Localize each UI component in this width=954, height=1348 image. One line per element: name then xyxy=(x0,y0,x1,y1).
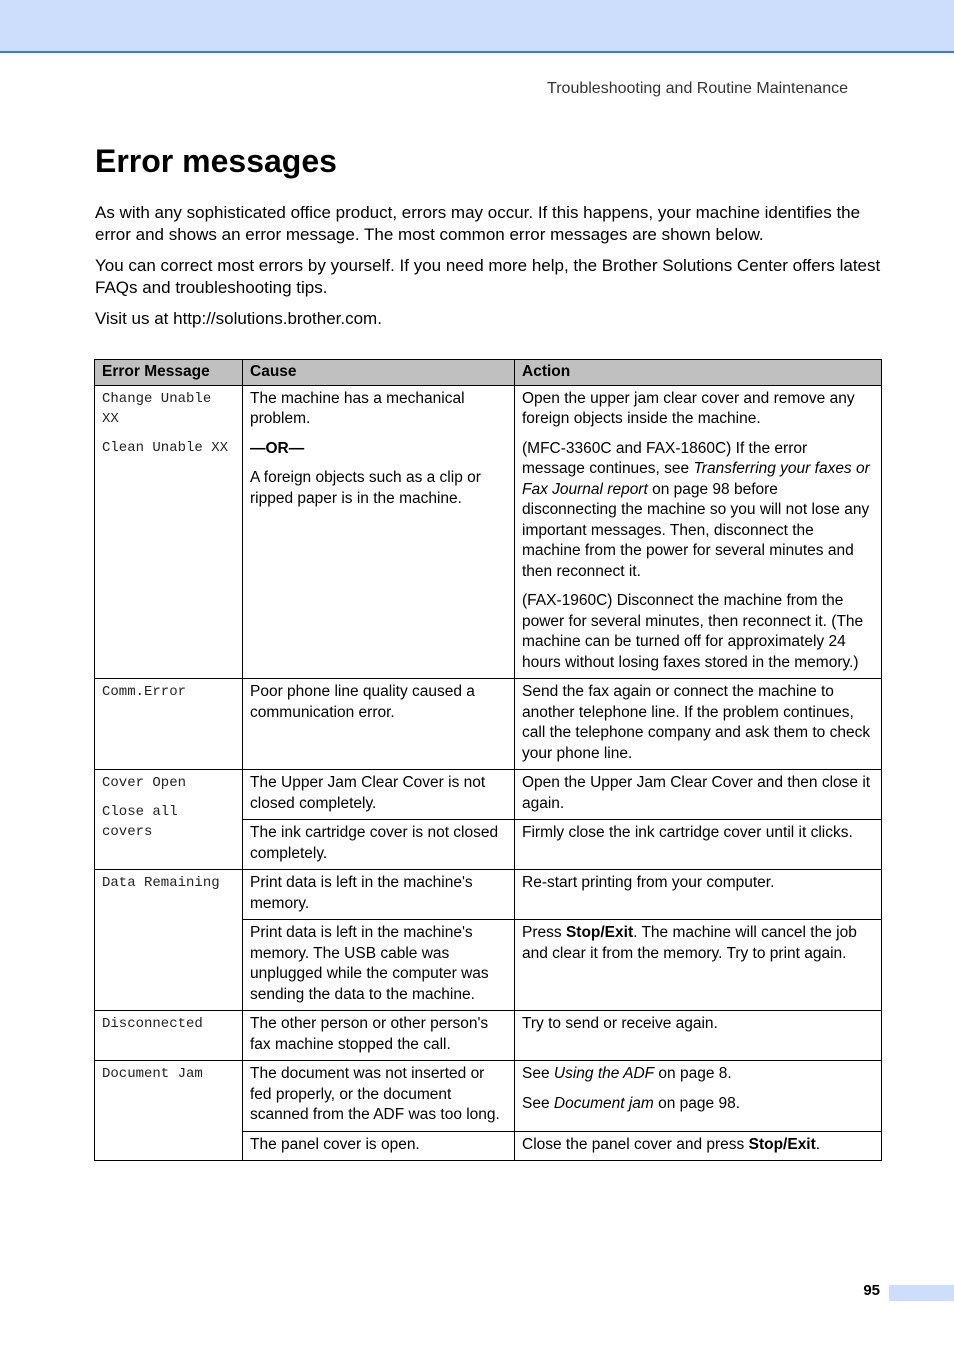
table-row xyxy=(95,770,882,820)
action-cell: Try to send or receive again. xyxy=(515,1011,882,1061)
action-text: (FAX-1960C) Disconnect the machine from the power for several minutes, then reconnect it. (The machine can be turned off for approximately 24 hours without losing faxes stored in the memory.) xyxy=(522,592,864,671)
error-message: Disconnected xyxy=(102,1016,203,1032)
action-cell xyxy=(515,1131,882,1161)
action-text-part: Press xyxy=(522,924,566,941)
action-text: Open the upper jam clear cover and remove any foreign objects inside the machine. xyxy=(522,389,855,427)
error-message: Comm.Error xyxy=(102,684,187,700)
table-row xyxy=(95,1011,882,1061)
cause-cell: The panel cover is open. xyxy=(243,1131,515,1161)
cause-cell: Print data is left in the machine's memory. The USB cable was unplugged while the computer was sending the data to the machine. xyxy=(243,920,515,1011)
table-row xyxy=(95,870,882,920)
error-messages-table xyxy=(94,359,882,1161)
action-text xyxy=(522,439,874,583)
footer-color-band xyxy=(889,1285,954,1301)
intro-paragraph-2: You can correct most errors by yourself. If you need more help, the Brother Solutions Center offers latest FAQs and troubleshooting tips. xyxy=(95,256,881,297)
error-message: Cover Open xyxy=(102,775,187,791)
action-cell: Send the fax again or connect the machine to another telephone line. If the problem continues, call the telephone company and ask them to check your phone line. xyxy=(515,679,882,770)
action-text-part: See xyxy=(522,1094,554,1112)
or-separator: —OR— xyxy=(250,439,305,457)
running-header: Troubleshooting and Routine Maintenance xyxy=(547,80,848,97)
error-message: Clean Unable XX xyxy=(102,439,229,456)
table-row xyxy=(95,1061,882,1132)
error-message-cell xyxy=(95,679,243,770)
error-message: Change Unable XX xyxy=(102,390,212,427)
stop-exit-key-label: Stop/Exit xyxy=(565,924,634,941)
action-text-part: (MFC-3360C and FAX-1860C) If the error message continues, see xyxy=(522,439,808,477)
error-message: Data Remaining xyxy=(102,875,220,891)
cause-text: The machine has a mechanical problem. xyxy=(250,389,465,427)
cross-reference: Document jam xyxy=(553,1094,654,1112)
intro-paragraph-3: Visit us at http://solutions.brother.com. xyxy=(95,309,382,328)
column-header-action: Action xyxy=(515,360,882,386)
action-text-part: . The machine will cancel the job and clear it from the memory. Try to print again. xyxy=(522,924,857,962)
action-text-part: on page 8. xyxy=(654,1065,732,1082)
intro-text xyxy=(95,202,885,339)
action-text xyxy=(522,1094,874,1115)
action-text-part: Close the panel cover and press xyxy=(522,1135,749,1153)
action-cell xyxy=(515,1061,882,1132)
page-title: Error messages xyxy=(95,143,337,179)
error-message: Document Jam xyxy=(102,1066,203,1082)
cause-cell: The Upper Jam Clear Cover is not closed completely. xyxy=(243,770,515,820)
cause-cell: The document was not inserted or fed properly, or the document scanned from the ADF was too long. xyxy=(243,1061,515,1132)
action-text-part: . xyxy=(815,1135,821,1153)
error-message-cell xyxy=(95,870,243,1011)
cause-text: A foreign objects such as a clip or ripped paper is in the machine. xyxy=(250,469,481,507)
cross-reference: Transferring your faxes or Fax Journal report xyxy=(522,460,870,498)
action-cell: Firmly close the ink cartridge cover until it clicks. xyxy=(515,820,882,870)
action-text-part: See xyxy=(522,1065,554,1082)
error-message-cell xyxy=(95,1061,243,1161)
error-message-cell xyxy=(95,1011,243,1061)
action-cell xyxy=(515,920,882,1011)
cause-cell: Poor phone line quality caused a communication error. xyxy=(243,679,515,770)
action-cell: Open the Upper Jam Clear Cover and then close it again. xyxy=(515,770,882,820)
action-text-part: on page 98. xyxy=(653,1094,741,1112)
intro-paragraph-1: As with any sophisticated office product, errors may occur. If this happens, your machine identifies the error and shows an error message. The most common error messages are shown below. xyxy=(95,203,861,244)
column-header-cause: Cause xyxy=(243,360,515,386)
action-text xyxy=(522,1064,874,1085)
error-message-cell xyxy=(95,770,243,870)
cause-cell xyxy=(243,385,515,679)
action-cell: Re-start printing from your computer. xyxy=(515,870,882,920)
cause-cell: The other person or other person's fax machine stopped the call. xyxy=(243,1011,515,1061)
cause-cell: Print data is left in the machine's memory. xyxy=(243,870,515,920)
error-message-cell xyxy=(95,385,243,679)
error-message: Close all covers xyxy=(102,804,178,840)
column-header-error-message: Error Message xyxy=(95,360,243,386)
cause-cell: The ink cartridge cover is not closed completely. xyxy=(243,820,515,870)
action-text-part: on page 98 before disconnecting the machine so you will not lose any important messages. Then, disconnect the machine from the power for several minutes and then reconnect it. xyxy=(522,480,870,580)
table-row xyxy=(95,385,882,679)
page-number: 95 xyxy=(863,1282,880,1299)
table-header-row xyxy=(95,360,882,386)
stop-exit-key-label: Stop/Exit xyxy=(748,1135,816,1153)
action-cell xyxy=(515,385,882,679)
top-color-band xyxy=(0,0,954,53)
table-row xyxy=(95,679,882,770)
cross-reference: Using the ADF xyxy=(553,1065,655,1082)
